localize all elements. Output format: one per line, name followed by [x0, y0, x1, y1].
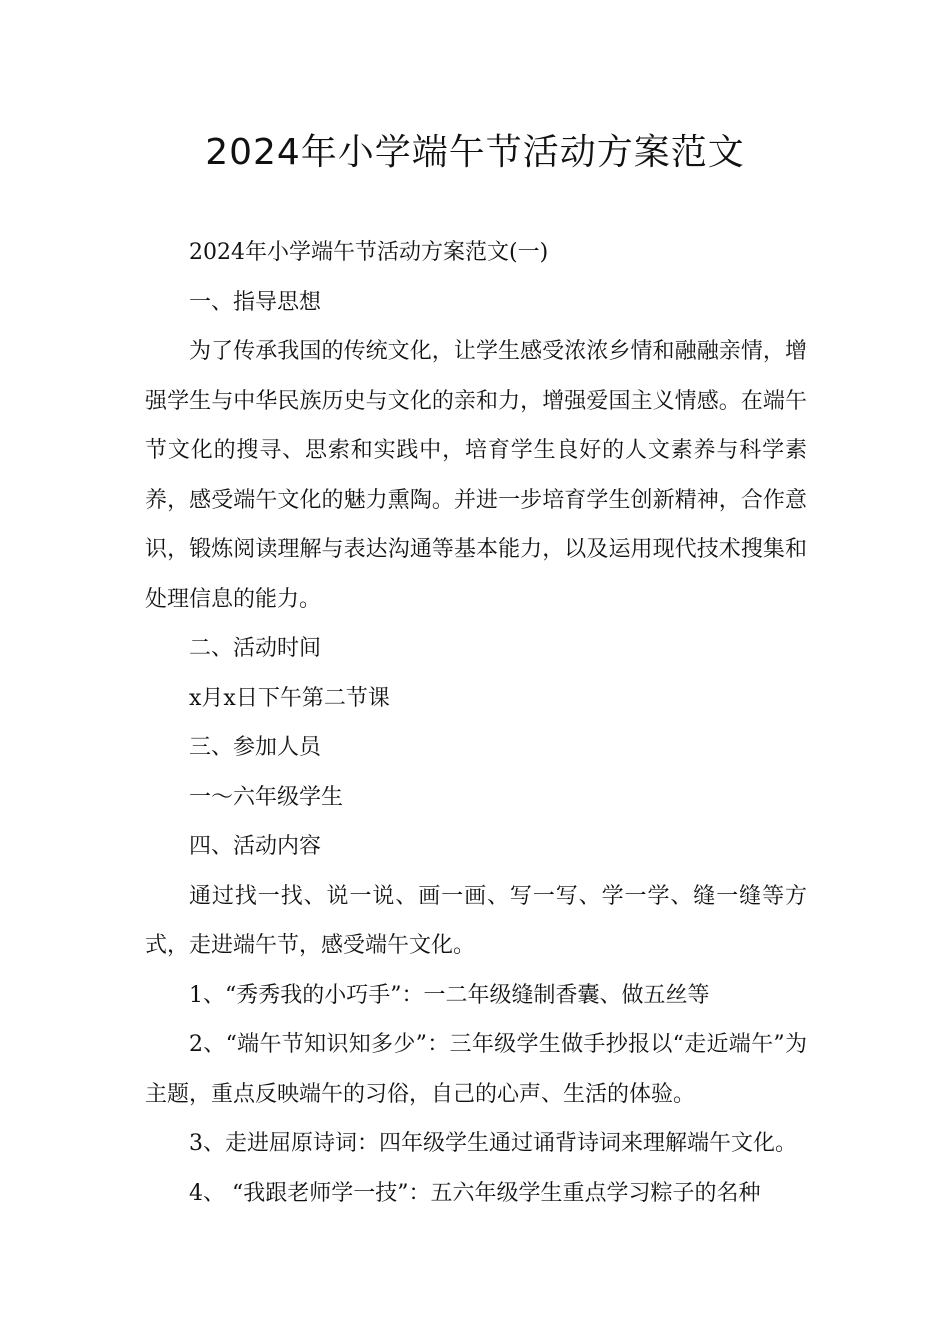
paragraph-participants: 一～六年级学生	[189, 784, 344, 810]
paragraph-activity-content: 通过找一找、说一说、画一画、写一写、学一学、缝一缝等方式，走进端午节，感受端午文化。	[145, 883, 807, 958]
heading-activity-content: 四、活动内容	[189, 834, 322, 859]
paragraph-guiding-ideology: 为了传承我国的传统文化，让学生感受浓浓乡情和融融亲情，增强学生与中华民族历史与文化的亲和力，增强爱国主义情感。在端午节文化的搜寻、思索和实践中，培育学生良好的人文素养与科学素养，感受端午文化的魅力熏陶。并进一步培育学生创新精神，合作意识，锻炼阅读理解与表达沟通等基本能力，以及运用现代技术搜集和处理信息的能力。	[145, 339, 807, 612]
list-item-1: 1、“秀秀我的小巧手”：一二年级缝制香囊、做五丝等	[189, 982, 710, 1008]
section-subtitle: 2024年小学端午节活动方案范文(一)	[189, 240, 549, 265]
list-item-2: 2、“端午节知识知多少”：三年级学生做手抄报以“走近端午”为主题，重点反映端午的习俗，自己的心声、生活的体验。	[145, 1032, 807, 1107]
heading-participants: 三、参加人员	[189, 735, 322, 760]
document-body	[145, 228, 807, 1218]
list-item-3: 3、走进屈原诗词：四年级学生通过诵背诗词来理解端午文化。	[189, 1131, 797, 1156]
heading-activity-time: 二、活动时间	[189, 636, 322, 661]
heading-guiding-ideology: 一、指导思想	[189, 289, 322, 315]
paragraph-activity-time: x月x日下午第二节课	[189, 685, 390, 711]
list-item-4: 4、 “我跟老师学一技”：五六年级学生重点学习粽子的名种	[189, 1180, 761, 1206]
document-title: 2024年小学端午节活动方案范文	[205, 132, 745, 173]
